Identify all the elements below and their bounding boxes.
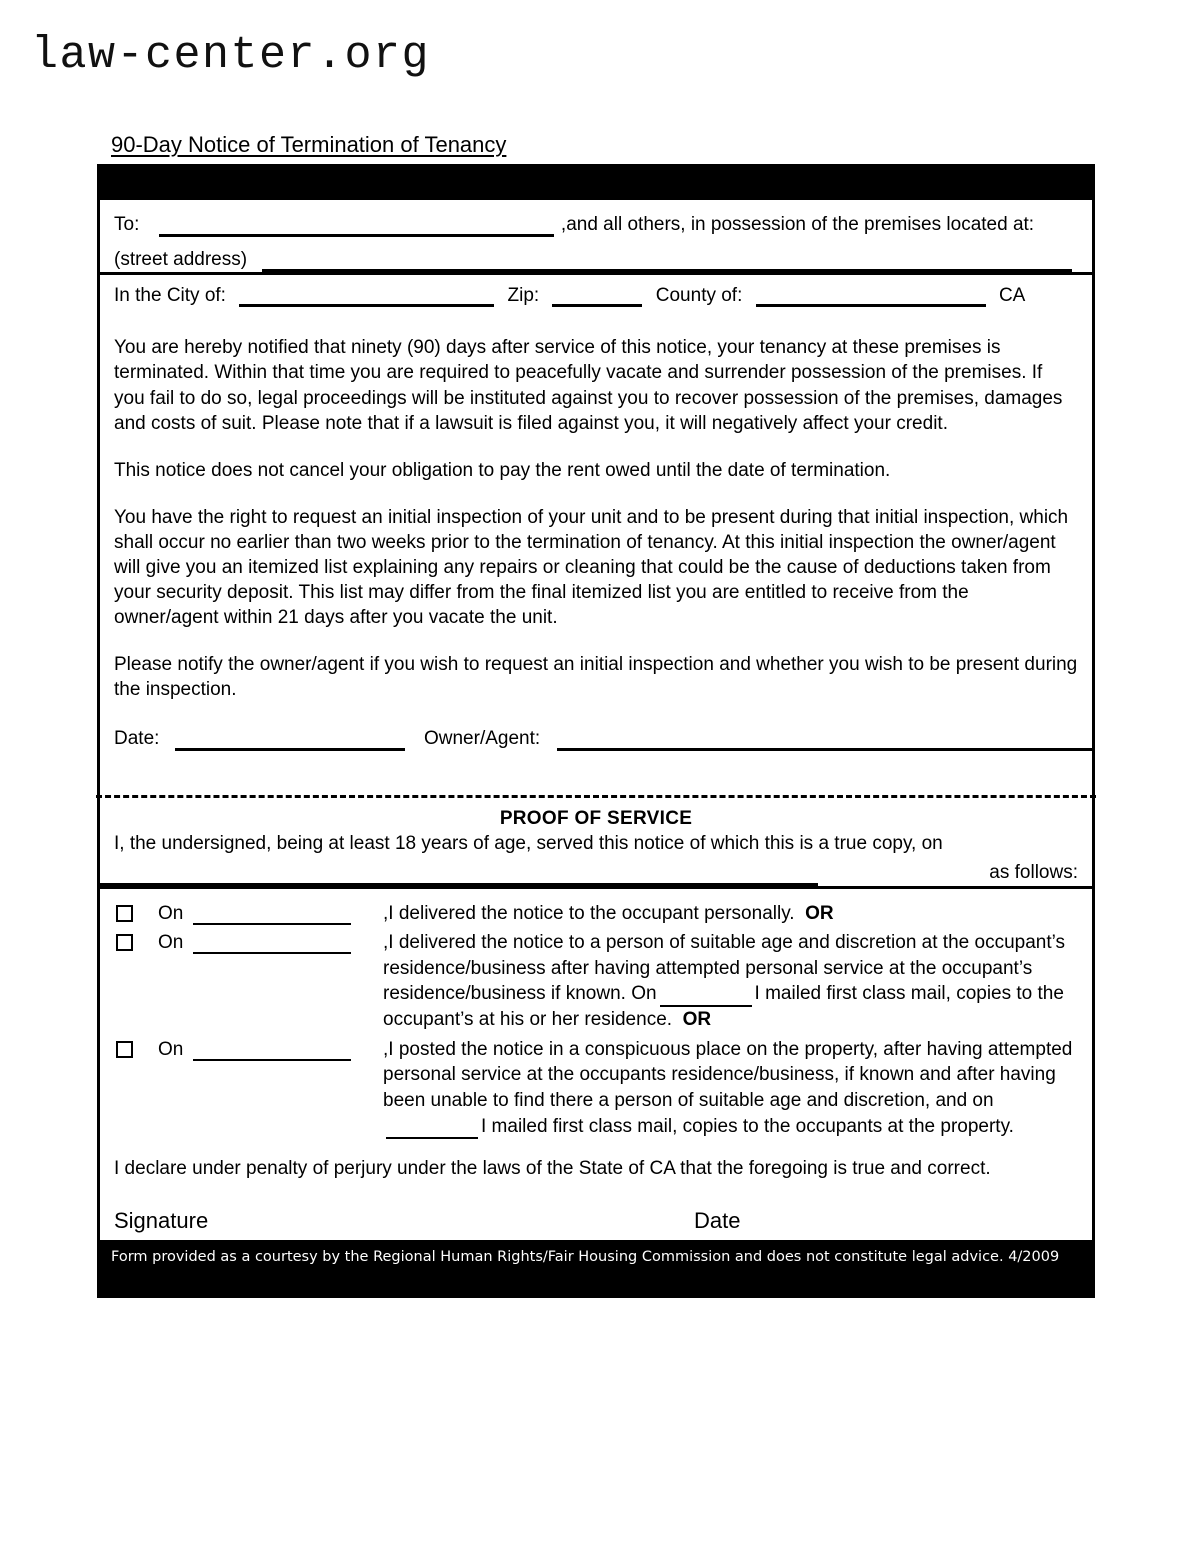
spacer <box>100 751 1092 795</box>
body-paragraph-2: This notice does not cancel your obligation to pay the rent owed until the date of termination. <box>114 459 891 481</box>
option-text: ,I delivered the notice to the occupant personally. OR <box>383 902 834 924</box>
option-date-field[interactable] <box>193 901 383 925</box>
proof-of-service-heading: PROOF OF SERVICE <box>499 808 693 830</box>
option-text: ,I delivered the notice to a person of suitable age and discretion at the occupant’s residence/business after having attempted personal service at the occupant’s residence/business if known. On I mailed first class mail, copies to the occupant’s at his or her residence. OR <box>383 932 1065 1031</box>
mailing-date-input[interactable] <box>386 1119 478 1139</box>
signature-date-row <box>100 1182 1092 1240</box>
or-label: OR <box>682 1009 712 1031</box>
body-paragraph-4: Please notify the owner/agent if you wish to request an initial inspection and whether you wish to be present during the inspection. <box>114 654 1078 701</box>
street-address-label: (street address) <box>114 248 248 270</box>
form-header-bar <box>100 164 1092 200</box>
signature-label: Signature <box>114 1207 209 1233</box>
option-text: ,I posted the notice in a conspicuous place on the property, after having attempted personal service at the occupants residence/business, if known and after having been unable to find there a person of suitable age and discretion, and onI mailed first class mail, copies to the occupants at the property. <box>383 1037 1082 1140</box>
proof-of-service-intro: I, the undersigned, being at least 18 years of age, served this notice of which this is a true copy, on <box>114 833 943 855</box>
perjury-declaration: I declare under penalty of perjury under the laws of the State of CA that the foregoing is true and correct. <box>114 1158 991 1180</box>
to-label: To: <box>114 214 140 235</box>
option-on-label: On <box>158 932 184 954</box>
service-option-personal[interactable] <box>114 901 1082 927</box>
service-option-posting[interactable] <box>114 1037 1082 1140</box>
footer-disclaimer: Form provided as a courtesy by the Regional Human Rights/Fair Housing Commission and does not constitute legal advice. 4/2009 <box>111 1248 1060 1265</box>
recipient-to-row <box>100 200 1092 241</box>
service-date-input[interactable] <box>100 883 818 886</box>
notice-date-label: Date: <box>114 728 160 750</box>
owner-agent-input[interactable] <box>557 729 1092 751</box>
street-address-input[interactable] <box>262 250 1072 272</box>
body-paragraph-1: You are hereby notified that ninety (90) days after service of this notice, your tenancy at these premises is terminated. Within that time you are required to peacefully vacate and surrender possession of the premises. If you fail to do so, legal proceedings will be instituted against you to recover possession of the premises, damages and costs of suit. Please note that if a lawsuit is filed against you, it will negatively affect your credit. <box>114 337 1063 434</box>
notice-form <box>97 164 1095 1298</box>
page-title: 90-Day Notice of Termination of Tenancy <box>111 132 507 157</box>
as-follows-label: as follows: <box>989 861 1078 883</box>
mailing-date-input[interactable] <box>660 987 752 1007</box>
or-label: OR <box>805 902 834 924</box>
to-suffix-text: ,and all others, in possession of the premises located at: <box>560 214 1035 235</box>
street-address-row <box>100 241 1092 272</box>
option-date-field[interactable] <box>193 930 383 954</box>
date-owner-agent-row <box>100 702 1092 751</box>
to-name-input[interactable] <box>159 215 554 237</box>
zip-input[interactable] <box>552 285 642 307</box>
option-date-field[interactable] <box>193 1037 383 1061</box>
city-label: In the City of: <box>114 284 226 306</box>
service-option-substituted[interactable] <box>114 930 1082 1033</box>
checkbox-icon[interactable] <box>116 1041 133 1058</box>
checkbox-icon[interactable] <box>116 905 133 922</box>
county-label: County of: <box>655 284 743 306</box>
option-on-label: On <box>158 902 184 924</box>
form-footer-bar <box>97 1240 1095 1298</box>
option-on-label: On <box>158 1038 184 1060</box>
owner-agent-label: Owner/Agent: <box>423 728 541 750</box>
state-label: CA <box>998 284 1026 306</box>
notice-date-input[interactable] <box>175 729 405 751</box>
city-zip-county-row <box>100 275 1092 316</box>
notice-body <box>100 315 1092 702</box>
zip-label: Zip: <box>507 284 540 306</box>
proof-of-service-asfollows-row <box>100 857 1092 886</box>
city-input[interactable] <box>239 285 494 307</box>
body-paragraph-3: You have the right to request an initial inspection of your unit and to be present during that initial inspection, which shall occur no earlier than two weeks prior to the termination of tenancy. At this initial inspection the owner/agent will give you an itemized list explaining any repairs or cleaning that could be the cause of deductions taken from your security deposit. This list may differ from the final itemized list you are entitled to receive from the owner/agent within 21 days after you vacate the unit. <box>114 506 1069 629</box>
county-input[interactable] <box>756 285 986 307</box>
checkbox-icon[interactable] <box>116 934 133 951</box>
service-method-options <box>100 889 1092 1148</box>
service-date-label: Date <box>694 1207 741 1233</box>
site-wordmark: law-center.org <box>31 30 431 81</box>
